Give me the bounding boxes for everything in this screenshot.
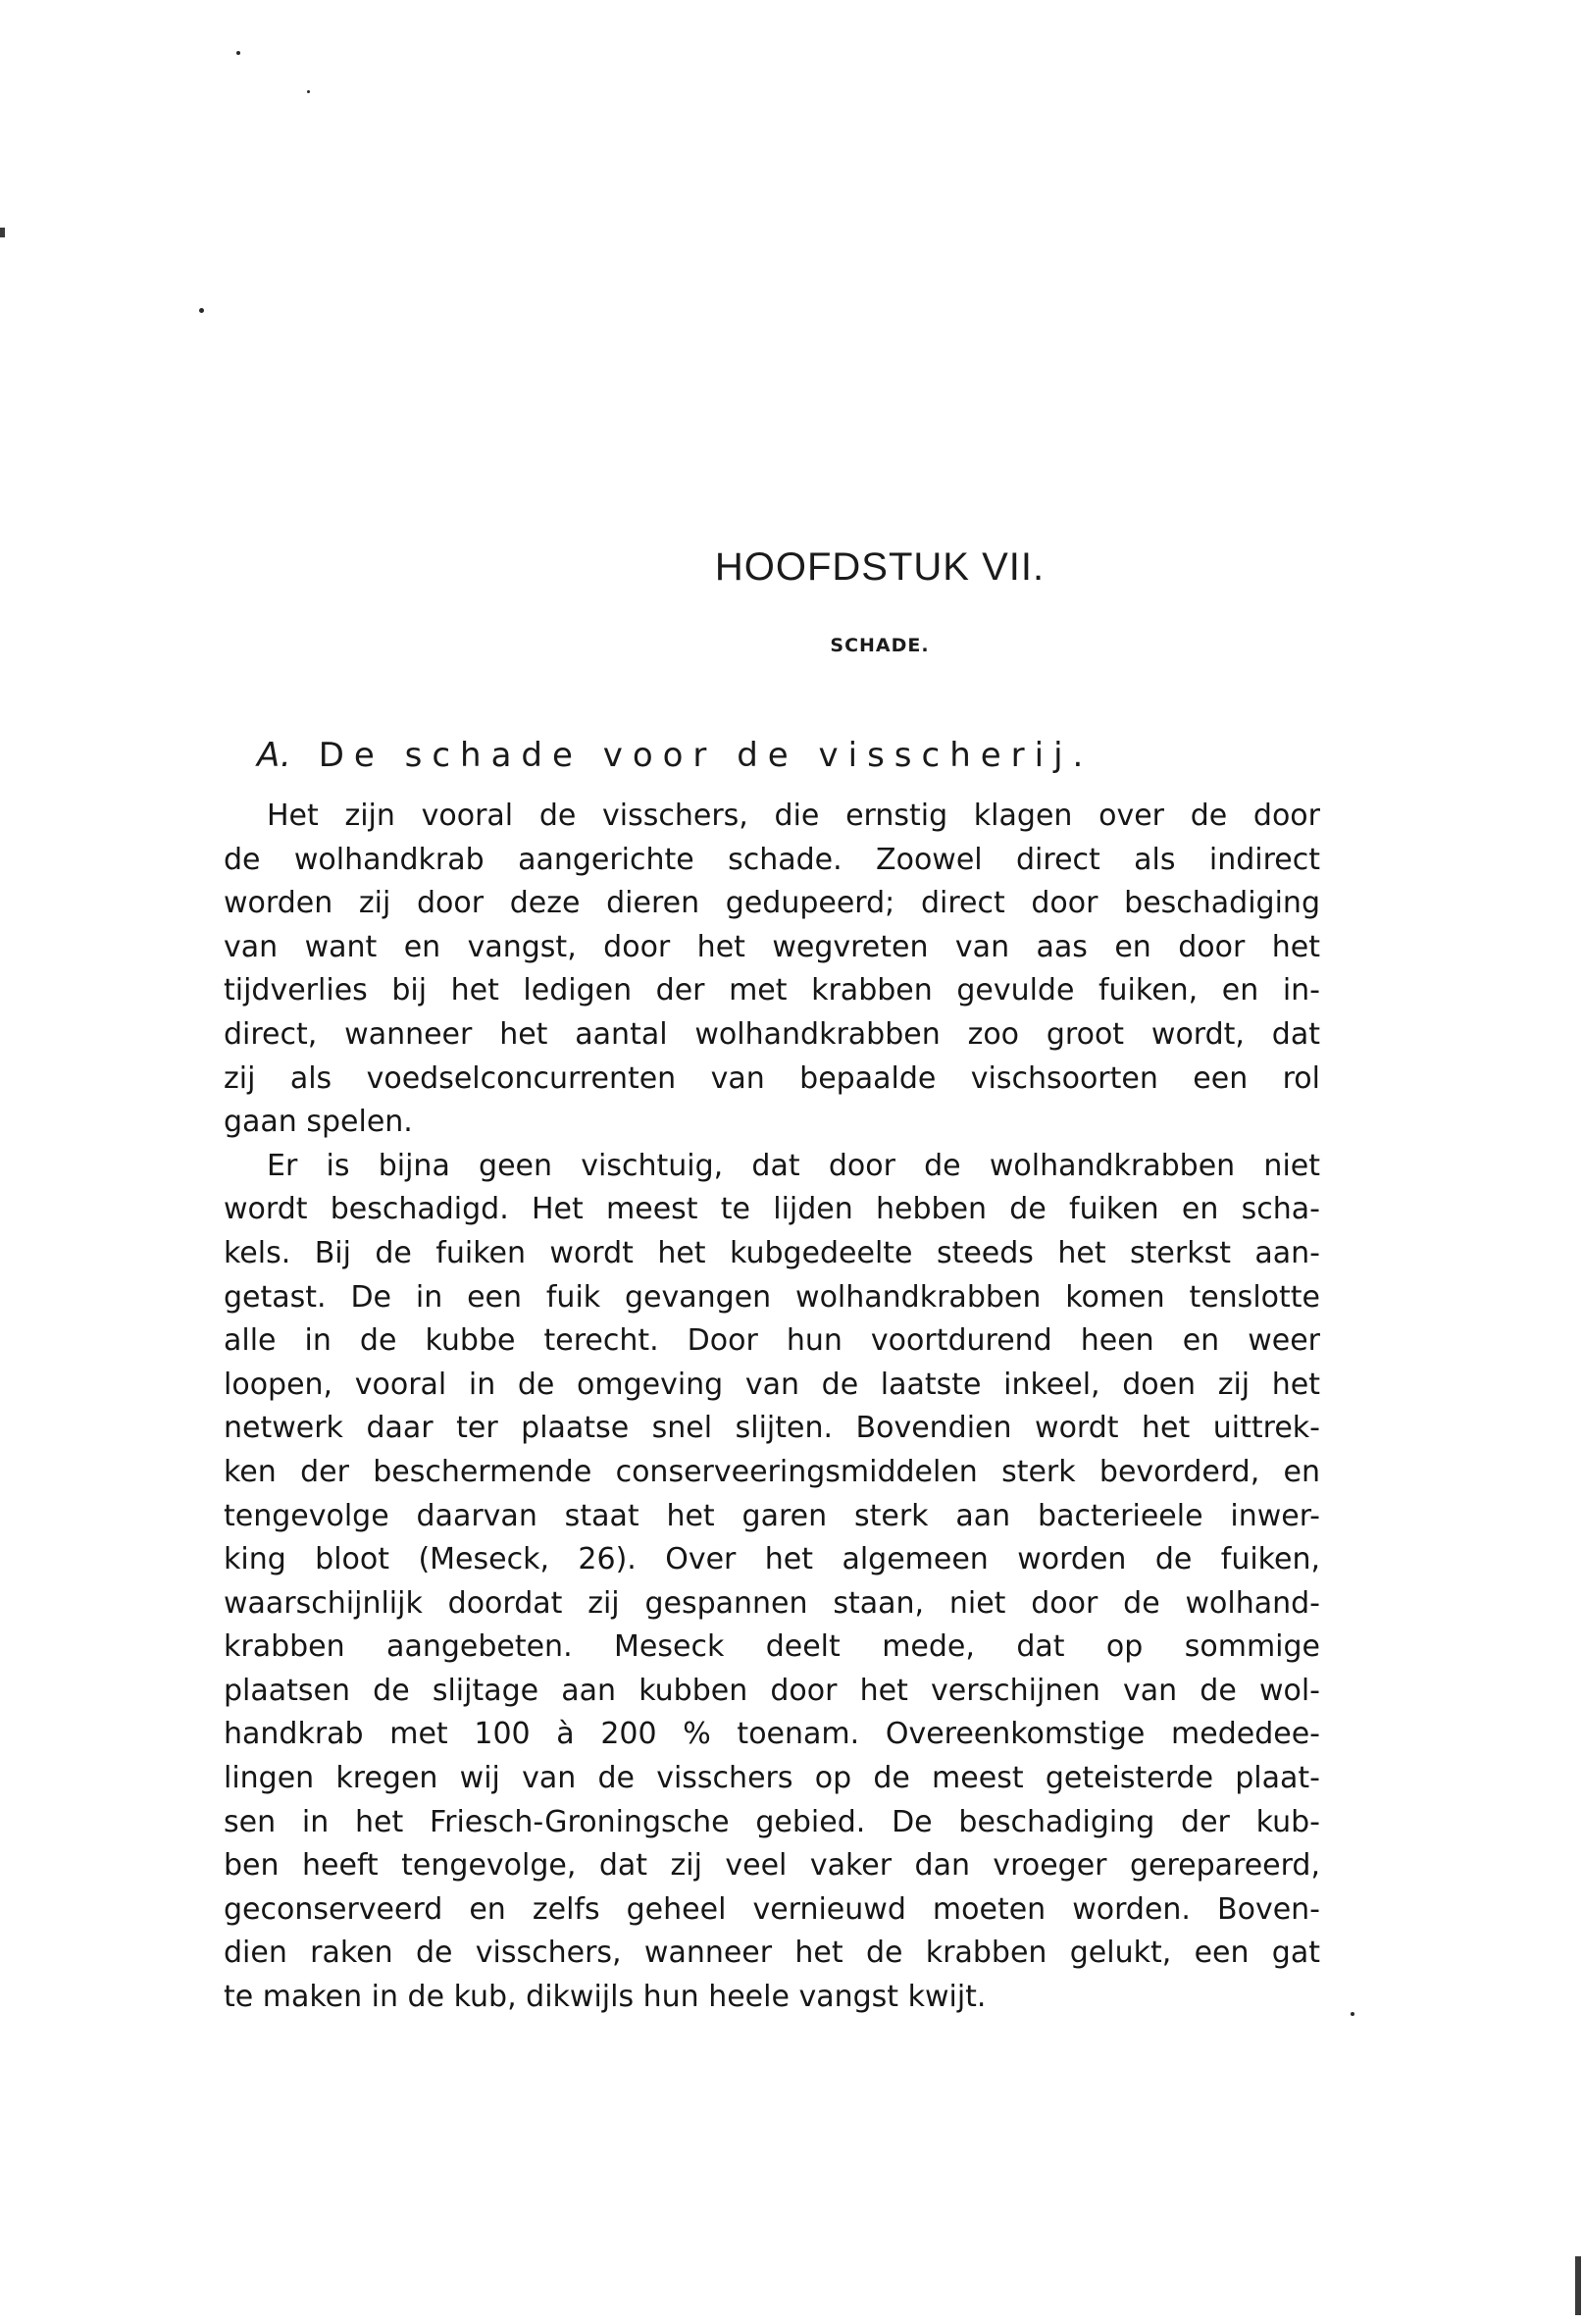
scan-speck [307,90,310,93]
section-letter: A. [257,736,291,775]
text-line: van want en vangst, door het wegvreten van aas en door het [224,929,1320,964]
chapter-title: HOOFDSTUK VII. [714,545,1046,589]
text-line: gaan spelen. [224,1105,413,1140]
text-line: getast. De in een fuik gevangen wolhandkrabben komen tenslotte [224,1279,1320,1315]
text-line: Er is bijna geen vischtuig, dat door de wolhandkrabben niet [267,1148,1320,1183]
text-line: worden zij door deze dieren gedupeerd; direct door beschadiging [224,886,1320,921]
section-heading-text: De schade voor de visscherij. [318,736,1094,775]
text-line: Het zijn vooral de visschers, die ernstig klagen over de door [267,799,1320,833]
text-line: krabben aangebeten. Meseck deelt mede, dat op sommige [224,1629,1320,1665]
scan-speck [236,51,240,55]
text-line: netwerk daar ter plaatse snel slijten. Bovendien wordt het uittrek- [224,1411,1320,1446]
text-line: loopen, vooral in de omgeving van de laatste inkeel, doen zij het [224,1367,1320,1402]
scan-edge-mark [1575,2256,1581,2315]
scan-edge-mark [0,228,5,237]
chapter-subtitle: SCHADE. [830,635,930,656]
text-line: plaatsen de slijtage aan kubben door het verschijnen van de wol- [224,1673,1320,1708]
text-line: zij als voedselconcurrenten van bepaalde vischsoorten een rol [224,1060,1320,1096]
text-line: ken der beschermende conserveeringsmiddelen sterk bevorderd, en [224,1454,1320,1489]
text-line: wordt beschadigd. Het meest te lijden hebben de fuiken en scha- [224,1192,1320,1227]
text-line: tengevolge daarvan staat het garen sterk aan bacterieele inwer- [224,1498,1320,1533]
paragraph-1 [224,795,1320,1145]
paragraph-2 [224,1145,1320,2020]
text-line: direct, wanneer het aantal wolhandkrabben zoo groot wordt, dat [224,1016,1320,1052]
text-line: waarschijnlijk doordat zij gespannen staan, niet door de wolhand- [224,1585,1320,1621]
section-heading [257,736,1093,775]
text-line: te maken in de kub, dikwijls hun heele vangst kwijt. [224,1980,987,2015]
text-line: tijdverlies bij het ledigen der met krabben gevulde fuiken, en in- [224,973,1320,1008]
text-line: kels. Bij de fuiken wordt het kubgedeelte steeds het sterkst aan- [224,1235,1320,1270]
text-line: geconserveerd en zelfs geheel vernieuwd moeten worden. Boven- [224,1891,1320,1927]
text-line: king bloot (Meseck, 26). Over het algemeen worden de fuiken, [224,1542,1320,1577]
text-line: alle in de kubbe terecht. Door hun voortdurend heen en weer [224,1323,1320,1359]
text-line: dien raken de visschers, wanneer het de krabben gelukt, een gat [224,1936,1320,1971]
text-line: sen in het Friesch-Groningsche gebied. De beschadiging der kub- [224,1804,1320,1839]
text-line: lingen kregen wij van de visschers op de meest geteisterde plaat- [224,1761,1320,1796]
text-line: ben heeft tengevolge, dat zij veel vaker dan vroeger gerepareerd, [224,1848,1320,1884]
text-line: handkrab met 100 à 200 % toenam. Overeenkomstige mededee- [224,1717,1320,1752]
scan-speck [199,308,204,313]
text-line: de wolhandkrab aangerichte schade. Zoowel direct als indirect [224,842,1320,877]
body-text [224,795,1320,2020]
scan-speck [1351,2012,1354,2016]
